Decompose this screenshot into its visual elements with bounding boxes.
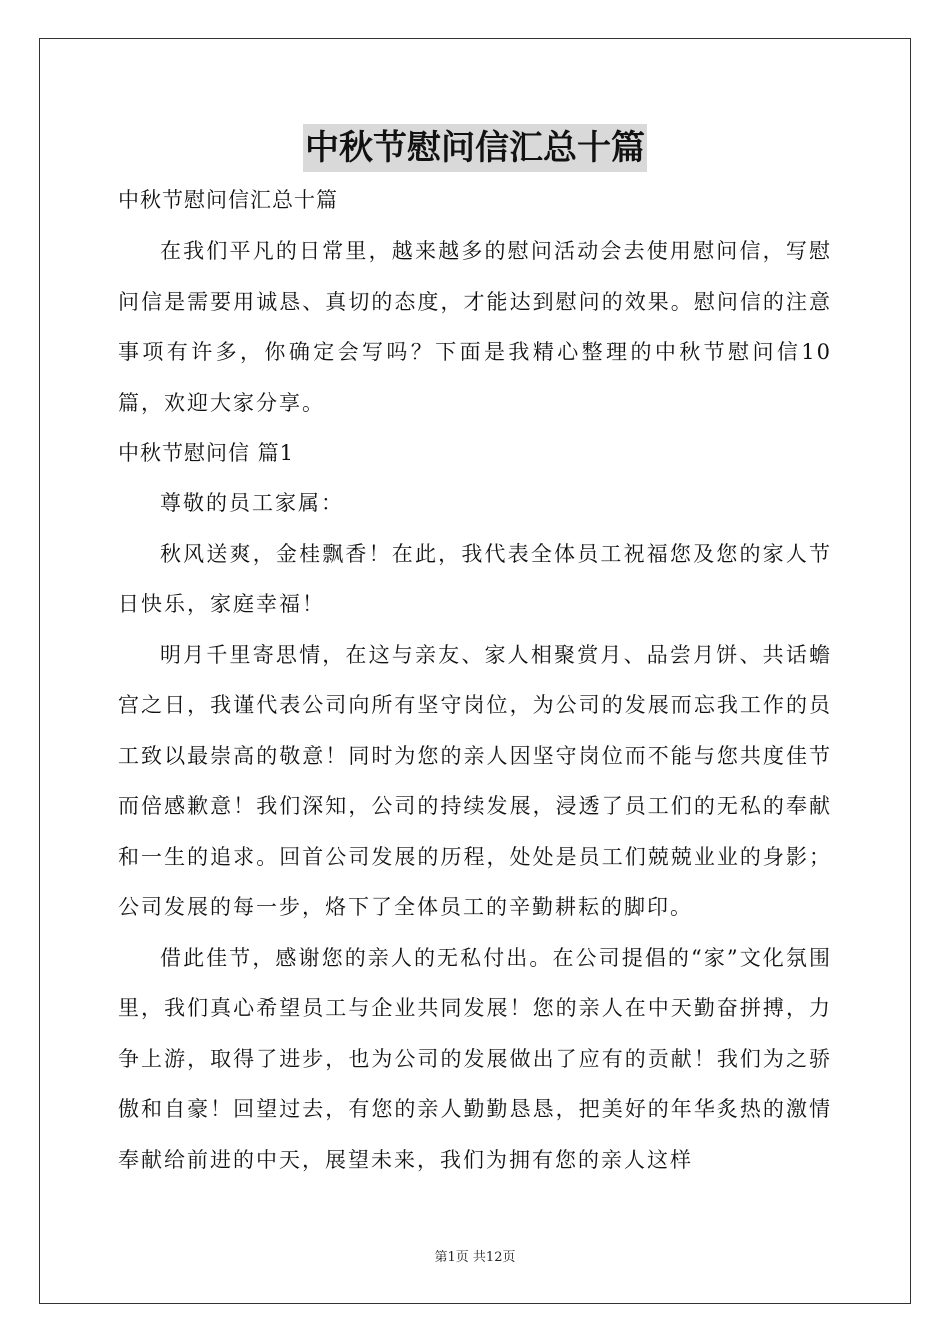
body-paragraph: 明月千里寄思情，在这与亲友、家人相聚赏月、品尝月饼、共话蟾宫之日，我谨代表公司向所有坚守岗位，为公司的发展而忘我工作的员工致以最崇高的敬意！同时为您的亲人因坚守岗位而不能与您共度佳节而倍感歉意！我们深知，公司的持续发展，浸透了员工们的无私的奉献和一生的追求。回首公司发展的历程，处处是员工们兢兢业业的身影；公司发展的每一步，烙下了全体员工的辛勤耕耘的脚印。	[118, 642, 832, 919]
intro-paragraph: 在我们平凡的日常里，越来越多的慰问活动会去使用慰问信，写慰问信是需要用诚恳、真切的态度，才能达到慰问的效果。慰问信的注意事项有许多，你确定会写吗？下面是我精心整理的中秋节慰问信10篇，欢迎大家分享。	[118, 239, 832, 415]
document-title: 中秋节慰问信汇总十篇	[303, 124, 647, 172]
body-paragraph: 借此佳节，感谢您的亲人的无私付出。在公司提倡的“家”文化氛围里，我们真心希望员工与企业共同发展！您的亲人在中天勤奋拼搏，力争上游，取得了进步，也为公司的发展做出了应有的贡献！我们为之骄傲和自豪！回望过去，有您的亲人勤勤恳恳，把美好的年华炙热的激情奉献给前进的中天，展望未来，我们为拥有您的亲人这样	[118, 945, 832, 1172]
salutation: 尊敬的员工家属：	[160, 491, 344, 515]
body-paragraph: 秋风送爽，金桂飘香！在此，我代表全体员工祝福您及您的家人节日快乐，家庭幸福！	[118, 541, 832, 616]
document-body	[118, 176, 832, 1185]
section-heading: 中秋节慰问信 篇1	[118, 441, 295, 465]
document-subtitle: 中秋节慰问信汇总十篇	[118, 188, 338, 212]
page-footer: 第1页 共12页	[434, 1250, 516, 1265]
title-wrap	[0, 124, 950, 172]
